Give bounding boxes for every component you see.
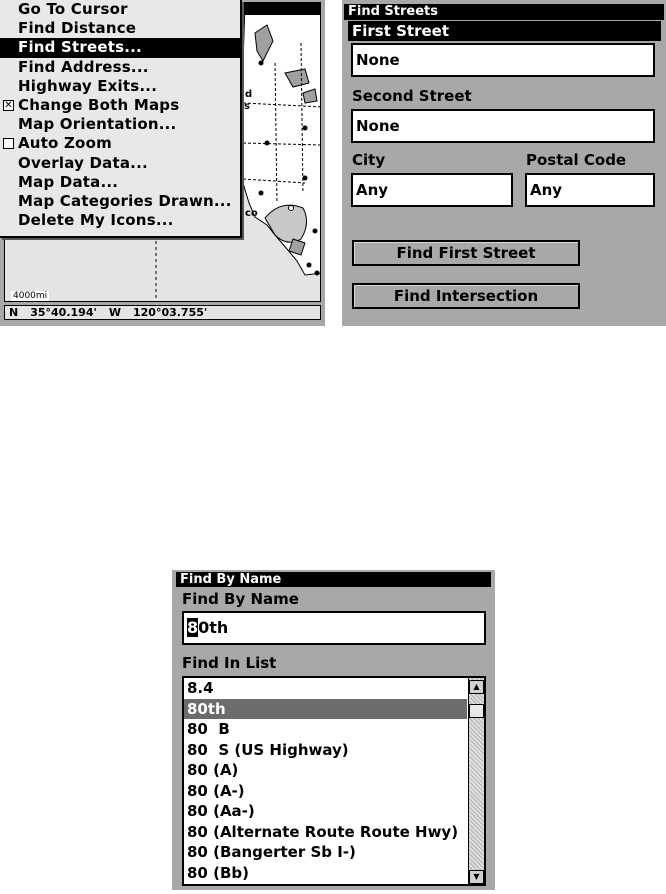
map-screen bbox=[0, 0, 325, 326]
list-item[interactable]: 80 (Bangerter Sb I-) bbox=[187, 843, 356, 861]
longitude-hemisphere: W bbox=[108, 306, 121, 319]
scrollbar-thumb[interactable] bbox=[469, 704, 484, 718]
scroll-down-arrow-icon[interactable]: ▼ bbox=[469, 870, 484, 884]
menu-item-label: Go To Cursor bbox=[18, 0, 128, 18]
position-status-bar bbox=[4, 305, 321, 320]
latitude-hemisphere: N bbox=[9, 306, 19, 319]
map-popup-menu bbox=[0, 0, 242, 238]
map-label-co: co bbox=[245, 208, 258, 219]
city-label: City bbox=[352, 151, 386, 169]
menu-item-highway-exits[interactable] bbox=[0, 77, 240, 96]
latitude-value: 35°40.194' bbox=[30, 306, 97, 319]
menu-item-map-orientation[interactable] bbox=[0, 115, 240, 134]
list-item[interactable]: 80 (Aa-) bbox=[187, 802, 255, 820]
name-search-input[interactable] bbox=[182, 611, 486, 645]
menu-item-label: Delete My Icons... bbox=[18, 211, 174, 230]
menu-item-label: Find Address... bbox=[18, 57, 149, 76]
map-label-s: s bbox=[244, 101, 250, 112]
menu-item-overlay-data[interactable] bbox=[0, 154, 240, 173]
menu-item-label: Overlay Data... bbox=[18, 153, 148, 172]
list-item[interactable]: 80 S (US Highway) bbox=[187, 740, 349, 759]
first-street-label: First Street bbox=[348, 21, 661, 41]
list-item-selected[interactable]: 80th bbox=[184, 699, 467, 720]
menu-item-change-both-maps[interactable] bbox=[0, 96, 240, 115]
list-item[interactable]: 80 (Bb) bbox=[187, 863, 249, 882]
find-in-list-label: Find In List bbox=[182, 654, 277, 672]
menu-item-label: Find Streets... bbox=[18, 38, 142, 57]
second-street-label: Second Street bbox=[352, 87, 472, 105]
menu-item-delete-my-icons[interactable] bbox=[0, 211, 240, 230]
find-by-name-label: Find By Name bbox=[182, 590, 299, 608]
menu-item-find-streets[interactable] bbox=[0, 38, 240, 57]
scroll-up-arrow-icon[interactable]: ▲ bbox=[469, 680, 484, 694]
map-label-d: d bbox=[245, 89, 253, 100]
find-intersection-button[interactable]: Find Intersection bbox=[352, 283, 580, 309]
city-field[interactable]: Any bbox=[351, 173, 513, 207]
menu-item-find-address[interactable] bbox=[0, 58, 240, 77]
postal-code-label: Postal Code bbox=[526, 151, 627, 169]
menu-item-label: Highway Exits... bbox=[18, 76, 158, 95]
results-list[interactable] bbox=[182, 676, 486, 886]
find-by-name-dialog bbox=[172, 570, 495, 890]
list-item[interactable]: 80 B bbox=[187, 720, 230, 738]
list-item[interactable]: 80 (A) bbox=[187, 761, 239, 779]
menu-item-label: Auto Zoom bbox=[18, 134, 112, 153]
map-scale: 4000mi bbox=[13, 291, 48, 301]
dialog-title: Find By Name bbox=[176, 572, 491, 587]
menu-item-label: Find Distance bbox=[18, 19, 137, 38]
first-street-field[interactable]: None bbox=[351, 43, 655, 77]
menu-item-map-data[interactable] bbox=[0, 173, 240, 192]
menu-item-label: Map Data... bbox=[18, 172, 119, 191]
text-cursor: 8 bbox=[187, 618, 199, 637]
list-item[interactable]: 80 (Alternate Route Route Hwy) bbox=[187, 822, 459, 841]
list-item[interactable]: 8.4 bbox=[187, 679, 214, 697]
checked-checkbox-icon[interactable]: ✕ bbox=[4, 99, 13, 111]
list-scrollbar[interactable] bbox=[468, 678, 484, 884]
find-first-street-button[interactable]: Find First Street bbox=[352, 240, 580, 266]
postal-code-field[interactable]: Any bbox=[525, 173, 655, 207]
menu-item-map-categories-drawn[interactable] bbox=[0, 192, 240, 211]
input-text: 0th bbox=[198, 618, 229, 637]
dialog-title: Find Streets bbox=[344, 4, 664, 20]
menu-item-find-distance[interactable] bbox=[0, 19, 240, 38]
list-item[interactable]: 80 (A-) bbox=[187, 781, 245, 800]
menu-item-label: Map Categories Drawn... bbox=[18, 191, 232, 210]
longitude-value: 120°03.755' bbox=[132, 306, 208, 319]
menu-item-label: Change Both Maps bbox=[18, 95, 180, 114]
map-titlebar bbox=[242, 2, 321, 15]
menu-item-auto-zoom[interactable] bbox=[0, 134, 240, 153]
menu-item-go-to-cursor[interactable] bbox=[0, 0, 240, 19]
unchecked-checkbox-icon[interactable] bbox=[3, 138, 14, 149]
find-streets-dialog bbox=[342, 0, 666, 326]
second-street-field[interactable]: None bbox=[351, 109, 655, 143]
menu-item-label: Map Orientation... bbox=[18, 115, 177, 134]
